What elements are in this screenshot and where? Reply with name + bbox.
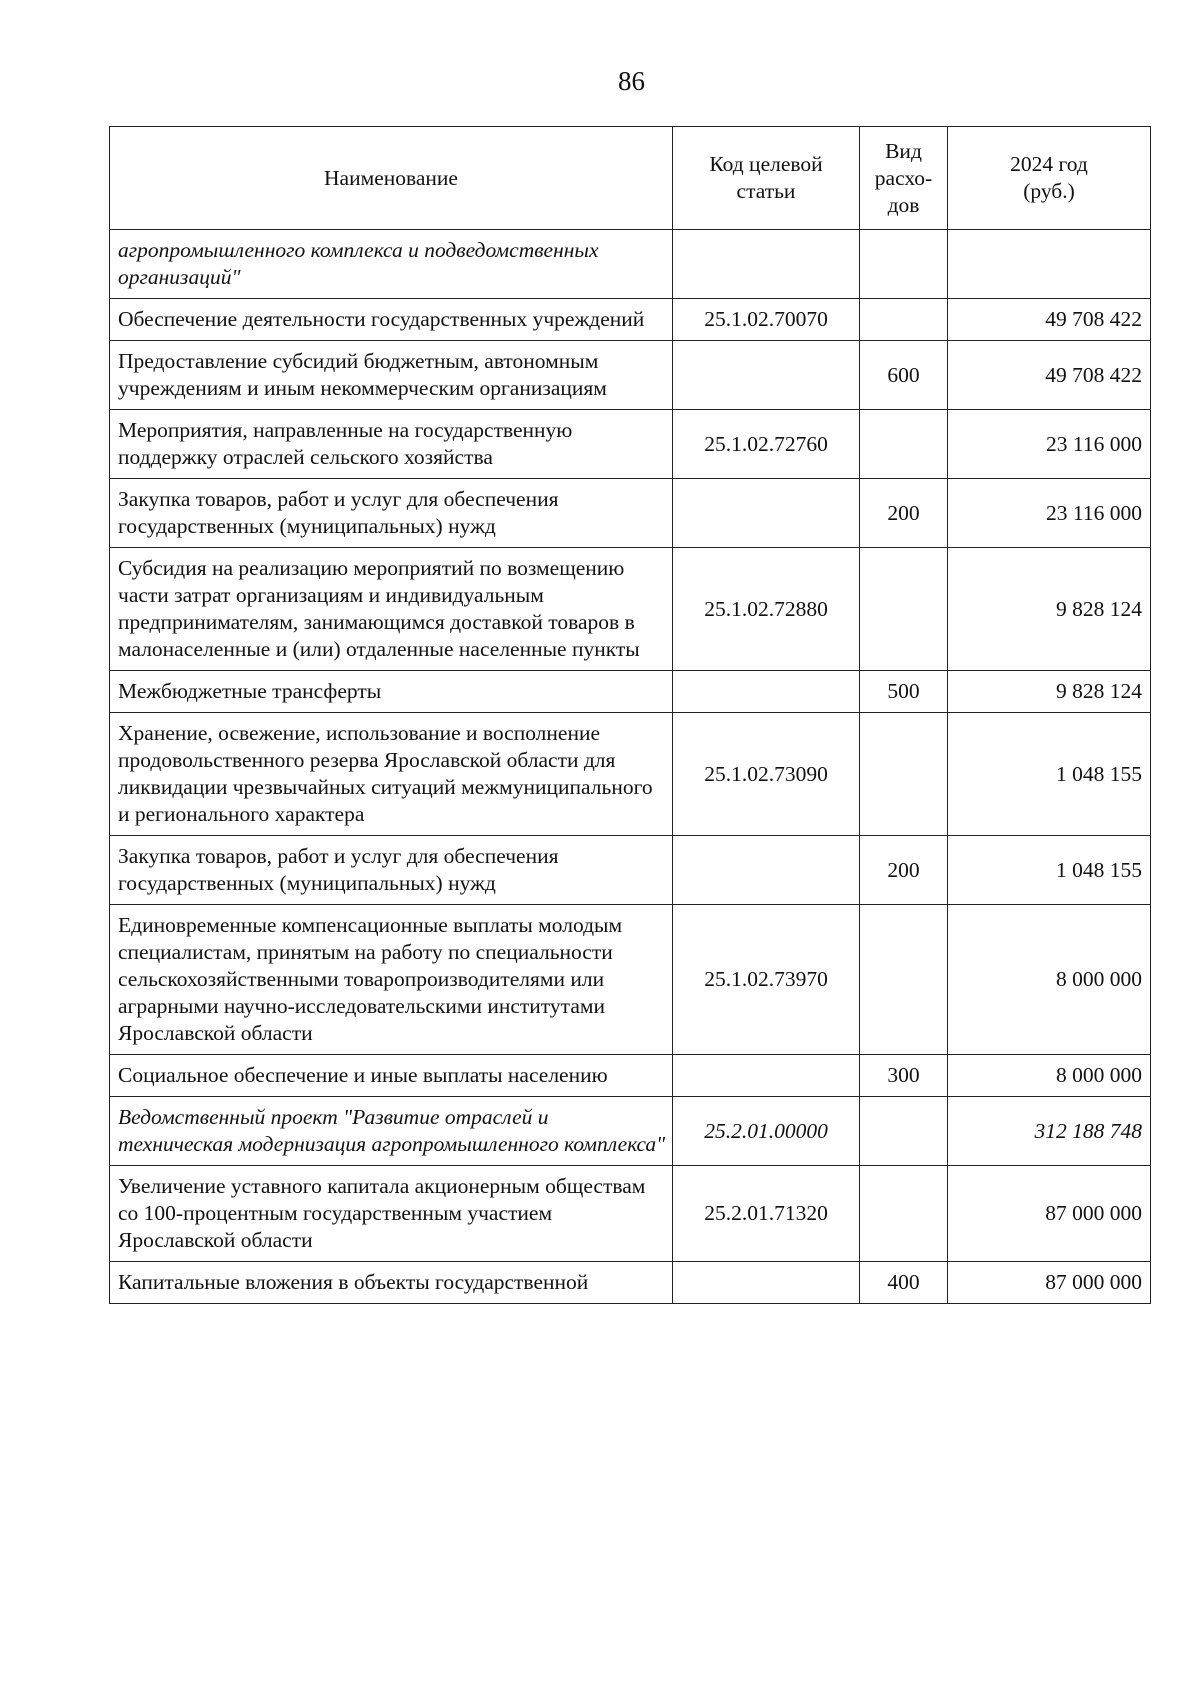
cell-amount: 23 116 000 <box>948 410 1151 479</box>
cell-type <box>860 905 948 1055</box>
cell-amount: 49 708 422 <box>948 299 1151 341</box>
header-type: Вид расхо-дов <box>860 127 948 230</box>
cell-code <box>673 671 860 713</box>
cell-type: 200 <box>860 836 948 905</box>
cell-code <box>673 479 860 548</box>
cell-type <box>860 410 948 479</box>
table-row <box>110 410 1151 479</box>
cell-amount: 312 188 748 <box>948 1097 1151 1166</box>
cell-code: 25.2.01.00000 <box>673 1097 860 1166</box>
header-name: Наименование <box>110 127 673 230</box>
cell-amount: 49 708 422 <box>948 341 1151 410</box>
cell-type <box>860 713 948 836</box>
cell-code: 25.1.02.72760 <box>673 410 860 479</box>
cell-name: Обеспечение деятельности государственных учреждений <box>110 299 673 341</box>
table-row <box>110 479 1151 548</box>
cell-amount: 9 828 124 <box>948 671 1151 713</box>
cell-code <box>673 1055 860 1097</box>
table-row <box>110 1262 1151 1304</box>
cell-code: 25.1.02.70070 <box>673 299 860 341</box>
cell-type: 300 <box>860 1055 948 1097</box>
table-row <box>110 905 1151 1055</box>
cell-code <box>673 836 860 905</box>
cell-code <box>673 230 860 299</box>
cell-amount: 9 828 124 <box>948 548 1151 671</box>
page-number: 86 <box>618 66 645 96</box>
cell-code: 25.2.01.71320 <box>673 1166 860 1262</box>
cell-amount: 87 000 000 <box>948 1166 1151 1262</box>
table-row <box>110 1166 1151 1262</box>
cell-amount: 8 000 000 <box>948 1055 1151 1097</box>
cell-amount: 1 048 155 <box>948 836 1151 905</box>
cell-code: 25.1.02.72880 <box>673 548 860 671</box>
table-row <box>110 548 1151 671</box>
cell-type <box>860 299 948 341</box>
cell-name: Ведомственный проект "Развитие отраслей и техническая модернизация агропромышленного комплекса" <box>110 1097 673 1166</box>
cell-type: 500 <box>860 671 948 713</box>
table-row <box>110 1055 1151 1097</box>
cell-type <box>860 230 948 299</box>
table-header-row <box>110 127 1151 230</box>
cell-name: Закупка товаров, работ и услуг для обеспечения государственных (муниципальных) нужд <box>110 836 673 905</box>
table-row <box>110 836 1151 905</box>
cell-code: 25.1.02.73970 <box>673 905 860 1055</box>
table-row <box>110 713 1151 836</box>
cell-type <box>860 548 948 671</box>
cell-type: 600 <box>860 341 948 410</box>
cell-type: 400 <box>860 1262 948 1304</box>
cell-amount: 23 116 000 <box>948 479 1151 548</box>
cell-code <box>673 1262 860 1304</box>
header-code: Код целевой статьи <box>673 127 860 230</box>
table-row <box>110 299 1151 341</box>
cell-type <box>860 1166 948 1262</box>
cell-type <box>860 1097 948 1166</box>
cell-name: Увеличение уставного капитала акционерным обществам со 100-процентным государственным участием Ярославской области <box>110 1166 673 1262</box>
cell-code: 25.1.02.73090 <box>673 713 860 836</box>
table-row <box>110 671 1151 713</box>
cell-amount: 1 048 155 <box>948 713 1151 836</box>
table-row <box>110 341 1151 410</box>
cell-name: Межбюджетные трансферты <box>110 671 673 713</box>
header-amount: 2024 год (руб.) <box>948 127 1151 230</box>
cell-name: Социальное обеспечение и иные выплаты населению <box>110 1055 673 1097</box>
cell-name: Предоставление субсидий бюджетным, автономным учреждениям и иным некоммерческим организациям <box>110 341 673 410</box>
cell-name: Хранение, освежение, использование и восполнение продовольственного резерва Ярославской области для ликвидации чрезвычайных ситуаций межмуниципального и регионального характера <box>110 713 673 836</box>
cell-code <box>673 341 860 410</box>
budget-table <box>109 126 1151 1304</box>
table-row <box>110 1097 1151 1166</box>
cell-name: Мероприятия, направленные на государственную поддержку отраслей сельского хозяйства <box>110 410 673 479</box>
cell-amount: 8 000 000 <box>948 905 1151 1055</box>
cell-amount: 87 000 000 <box>948 1262 1151 1304</box>
cell-name: Капитальные вложения в объекты государственной <box>110 1262 673 1304</box>
cell-name: Субсидия на реализацию мероприятий по возмещению части затрат организациям и индивидуальным предпринимателям, занимающимся доставкой товаров в малонаселенные и (или) отдаленные населенные пункты <box>110 548 673 671</box>
cell-name: агропромышленного комплекса и подведомственных организаций" <box>110 230 673 299</box>
table-body <box>110 230 1151 1304</box>
cell-name: Закупка товаров, работ и услуг для обеспечения государственных (муниципальных) нужд <box>110 479 673 548</box>
cell-name: Единовременные компенсационные выплаты молодым специалистам, принятым на работу по специальности сельскохозяйственными товаропроизводителями или аграрными научно-исследовательскими институтами Ярославской области <box>110 905 673 1055</box>
cell-amount <box>948 230 1151 299</box>
cell-type: 200 <box>860 479 948 548</box>
table-row <box>110 230 1151 299</box>
